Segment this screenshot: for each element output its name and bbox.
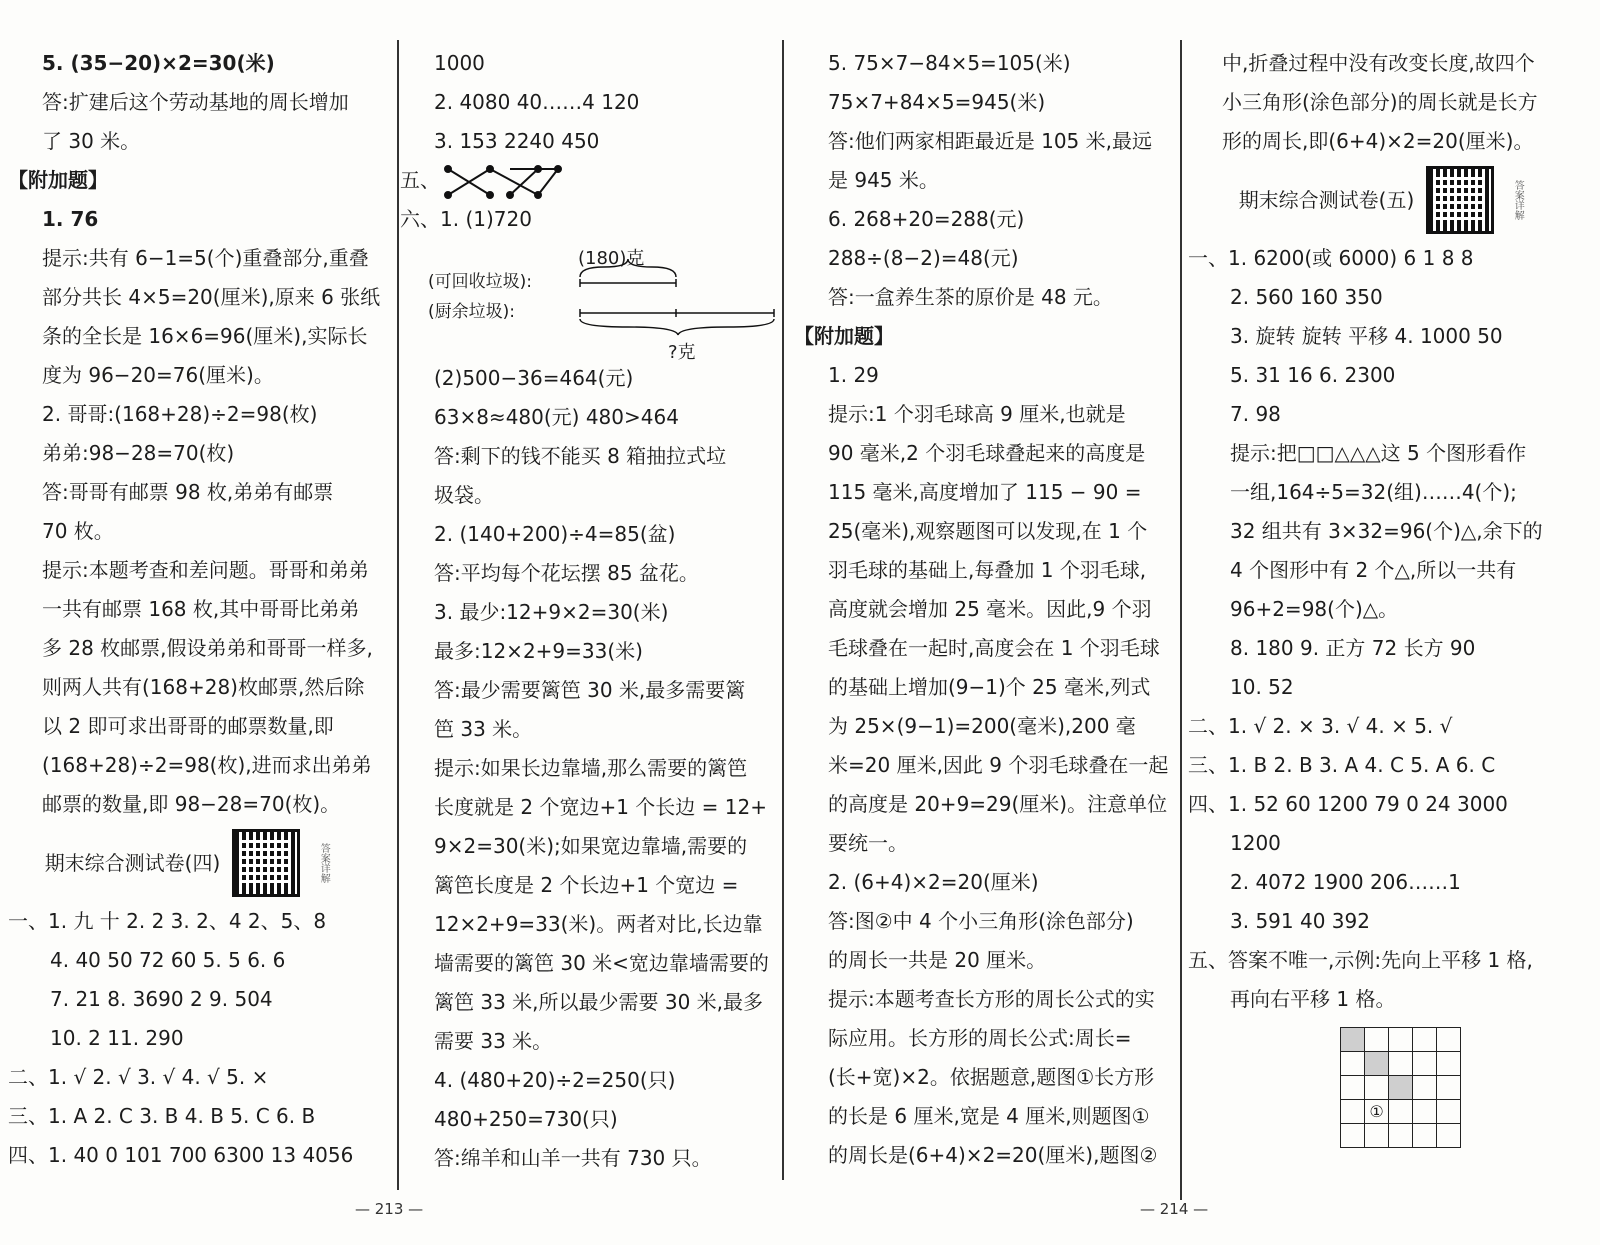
grid-cell (1437, 1124, 1461, 1148)
text-line: 答:他们两家相距最近是 105 米,最远 (828, 129, 1152, 153)
text-line: 70 枚。 (42, 519, 114, 543)
grid-cell (1365, 1028, 1389, 1052)
text-line: 5. 75×7−84×5=105(米) (828, 51, 1071, 75)
diagram-bars (578, 253, 778, 343)
line-segment-diagram (428, 239, 772, 363)
text-line: 需要 33 米。 (434, 1029, 553, 1053)
grid-cell (1365, 1052, 1389, 1076)
text-line: 63×8≈480(元) 480>464 (434, 405, 679, 429)
text-line: 提示:共有 6−1=5(个)重叠部分,重叠 (42, 246, 369, 270)
text-line: 了 30 米。 (42, 129, 141, 153)
grid-cell (1389, 1028, 1413, 1052)
text-line: 一、1. 6200(或 6000) 6 1 8 8 (1188, 246, 1474, 270)
qr-code-caption: 答案详解 (1512, 180, 1524, 220)
grid-cell (1437, 1076, 1461, 1100)
text-line: 480+250=730(只) (434, 1107, 618, 1131)
divider-1 (397, 40, 399, 1190)
text-line: 288÷(8−2)=48(元) (828, 246, 1019, 270)
grid-cell (1413, 1124, 1437, 1148)
grid-cell (1341, 1100, 1365, 1124)
section-title-text: 期末综合测试卷(四) (44, 850, 221, 875)
text-line: 二、1. √ 2. × 3. √ 4. × 5. √ (1188, 714, 1453, 738)
text-line: 1. 76 (42, 207, 99, 231)
grid-cell (1413, 1028, 1437, 1052)
text-line: 4 个图形中有 2 个△,所以一共有 (1230, 558, 1517, 582)
grid-cell (1413, 1052, 1437, 1076)
text-line: 的周长是(6+4)×2=20(厘米),题图② (828, 1143, 1158, 1167)
text-line: 【附加题】 (8, 168, 108, 192)
text-line: 的周长一共是 20 厘米。 (828, 948, 1047, 972)
text-line: 6. 268+20=288(元) (828, 207, 1025, 231)
text-line: 多 28 枚邮票,假设弟弟和哥哥一样多, (42, 636, 373, 660)
text-line: (2)500−36=464(元) (434, 366, 634, 390)
text-line: 答:一盒养生茶的原价是 48 元。 (828, 285, 1113, 309)
grid-cell (1413, 1100, 1437, 1124)
text-line: 米=20 厘米,因此 9 个羽毛球叠在一起 (828, 753, 1169, 777)
text-line: 篱笆 33 米,所以最少需要 30 米,最多 (434, 990, 764, 1014)
text-line: 要统一。 (828, 831, 908, 855)
diagram-row1-label: (可回收垃圾): (428, 272, 532, 292)
question-six: 六、1. (1)720 (400, 207, 532, 231)
text-line: 12×2+9=33(米)。两者对比,长边靠 (434, 912, 763, 936)
text-line: 则两人共有(168+28)枚邮票,然后除 (42, 675, 365, 699)
text-line: 答:扩建后这个劳动基地的周长增加 (42, 90, 349, 114)
diagram-bottom-label: ?克 (668, 342, 696, 363)
text-line: 一共有邮票 168 枚,其中哥哥比弟弟 (42, 597, 360, 621)
text-line: (长+宽)×2。依据题意,题图①长方形 (828, 1065, 1155, 1089)
grid-cell: ① (1365, 1100, 1389, 1124)
text-line: 7. 98 (1230, 402, 1281, 426)
grid-cell (1389, 1052, 1413, 1076)
text-line: 篱笆长度是 2 个长边+1 个宽边 = (434, 873, 739, 897)
grid-cell (1437, 1100, 1461, 1124)
text-line: 5. 31 16 6. 2300 (1230, 363, 1396, 387)
text-line: 5. (35−20)×2=30(米) (42, 51, 275, 75)
translation-grid-figure (1340, 1027, 1461, 1148)
matching-lines-figure (440, 163, 570, 199)
page-number-left: — 213 — (355, 1200, 424, 1218)
divider-3 (1180, 40, 1182, 1200)
text-line: 答:剩下的钱不能买 8 箱抽拉式垃 (434, 444, 727, 468)
text-line: 提示:把□□△△△这 5 个图形看作 (1230, 441, 1527, 465)
diagram-top-label: (180)克 (578, 248, 645, 269)
text-line: 的基础上增加(9−1)个 25 毫米,列式 (828, 675, 1151, 699)
text-line: 四、1. 40 0 101 700 6300 13 4056 (8, 1143, 354, 1167)
text-line: 2. (140+200)÷4=85(盆) (434, 522, 676, 546)
text-line: 墙需要的篱笆 30 米<宽边靠墙需要的 (434, 951, 769, 975)
text-line: 为 25×(9−1)=200(毫米),200 毫 (828, 714, 1136, 738)
text-line: 四、1. 52 60 1200 79 0 24 3000 (1188, 792, 1508, 816)
text-line: 形的周长,即(6+4)×2=20(厘米)。 (1222, 129, 1534, 153)
question-number: 五、 (400, 168, 440, 192)
grid-cell (1389, 1124, 1413, 1148)
text-line: 2. (6+4)×2=20(厘米) (828, 870, 1039, 894)
grid-cell (1341, 1124, 1365, 1148)
text-line: 3. 153 2240 450 (434, 129, 600, 153)
text-line: 二、1. √ 2. √ 3. √ 4. √ 5. × (8, 1065, 269, 1089)
text-line: 1. 29 (828, 363, 879, 387)
text-line: 度为 96−20=76(厘米)。 (42, 363, 274, 387)
text-line: 羽毛球的基础上,每叠加 1 个羽毛球, (828, 558, 1147, 582)
text-line: 【附加题】 (794, 324, 894, 348)
grid-cell (1341, 1076, 1365, 1100)
text-line: 10. 52 (1230, 675, 1294, 699)
text-line: 提示:如果长边靠墙,那么需要的篱笆 (434, 756, 748, 780)
diagram-row2-label: (厨余垃圾): (428, 302, 515, 322)
text-line: 一、1. 九 十 2. 2 3. 2、4 2、5、8 (8, 909, 327, 933)
text-line: 2. 哥哥:(168+28)÷2=98(枚) (42, 402, 318, 426)
qr-code-icon (1426, 166, 1494, 234)
section-title (1188, 161, 1588, 239)
text-line: 90 毫米,2 个羽毛球叠起来的高度是 (828, 441, 1146, 465)
text-line: 圾袋。 (434, 483, 494, 507)
text-line: 1200 (1230, 831, 1281, 855)
text-line: 提示:1 个羽毛球高 9 厘米,也就是 (828, 402, 1126, 426)
text-line: 的高度是 20+9=29(厘米)。注意单位 (828, 792, 1168, 816)
text-line: 9×2=30(米);如果宽边靠墙,需要的 (434, 834, 748, 858)
text-line: 4. (480+20)÷2=250(只) (434, 1068, 676, 1092)
text-line: 毛球叠在一起时,高度会在 1 个羽毛球 (828, 636, 1160, 660)
grid-cell (1437, 1028, 1461, 1052)
text-line: 1000 (434, 51, 485, 75)
grid-cell (1437, 1052, 1461, 1076)
text-line: 2. 560 160 350 (1230, 285, 1383, 309)
text-line: 答:图②中 4 个小三角形(涂色部分) (828, 909, 1134, 933)
text-line: 32 组共有 3×32=96(个)△,余下的 (1230, 519, 1543, 543)
text-line: 3. 591 40 392 (1230, 909, 1370, 933)
matching-lines-question (400, 161, 772, 200)
text-line: 96+2=98(个)△。 (1230, 597, 1399, 621)
text-line: 提示:本题考查长方形的周长公式的实 (828, 987, 1155, 1011)
text-line: 部分共长 4×5=20(厘米),原来 6 张纸 (42, 285, 381, 309)
text-line: 以 2 即可求出哥哥的邮票数量,即 (42, 714, 334, 738)
text-line: 2. 4080 40……4 120 (434, 90, 640, 114)
text-line: (168+28)÷2=98(枚),进而求出弟弟 (42, 753, 372, 777)
text-line: 答:最少需要篱笆 30 米,最多需要篱 (434, 678, 746, 702)
section-title (8, 824, 380, 902)
text-line: 再向右平移 1 格。 (1230, 987, 1396, 1011)
column-4 (1188, 44, 1588, 1148)
text-line: 25(毫米),观察题图可以发现,在 1 个 (828, 519, 1148, 543)
text-line: 答:绵羊和山羊一共有 730 只。 (434, 1146, 712, 1170)
grid-cell (1413, 1076, 1437, 1100)
divider-2 (782, 40, 784, 1180)
grid-cell (1341, 1052, 1365, 1076)
text-line: 三、1. B 2. B 3. A 4. C 5. A 6. C (1188, 753, 1496, 777)
column-3 (794, 44, 1174, 1175)
qr-code-caption: 答案详解 (318, 843, 330, 883)
text-line: 弟弟:98−28=70(枚) (42, 441, 235, 465)
grid-cell (1341, 1028, 1365, 1052)
page-number-right: — 214 — (1140, 1200, 1209, 1218)
text-line: 提示:本题考查和差问题。哥哥和弟弟 (42, 558, 369, 582)
text-line: 2. 4072 1900 206……1 (1230, 870, 1461, 894)
column-1 (8, 44, 380, 1175)
grid-cell (1365, 1124, 1389, 1148)
text-line: 4. 40 50 72 60 5. 5 6. 6 (50, 948, 286, 972)
text-line: 三、1. A 2. C 3. B 4. B 5. C 6. B (8, 1104, 316, 1128)
text-line: 3. 旋转 旋转 平移 4. 1000 50 (1230, 324, 1503, 348)
text-line: 条的全长是 16×6=96(厘米),实际长 (42, 324, 368, 348)
text-line: 答:哥哥有邮票 98 枚,弟弟有邮票 (42, 480, 334, 504)
text-line: 答:平均每个花坛摆 85 盆花。 (434, 561, 699, 585)
qr-code-icon (232, 829, 300, 897)
text-line: 115 毫米,高度增加了 115 − 90 = (828, 480, 1142, 504)
text-line: 3. 最少:12+9×2=30(米) (434, 600, 669, 624)
grid-cell (1389, 1100, 1413, 1124)
text-line: 笆 33 米。 (434, 717, 533, 741)
text-line: 的长是 6 厘米,宽是 4 厘米,则题图① (828, 1104, 1150, 1128)
column-2 (400, 44, 772, 1178)
section-title-text: 期末综合测试卷(五) (1238, 187, 1415, 212)
grid-cell (1389, 1076, 1413, 1100)
text-line: 一组,164÷5=32(组)……4(个); (1230, 480, 1517, 504)
text-line: 小三角形(涂色部分)的周长就是长方 (1222, 90, 1538, 114)
text-line: 中,折叠过程中没有改变长度,故四个 (1222, 51, 1535, 75)
text-line: 是 945 米。 (828, 168, 939, 192)
text-line: 际应用。长方形的周长公式:周长= (828, 1026, 1132, 1050)
text-line: 最多:12×2+9=33(米) (434, 639, 643, 663)
text-line: 五、答案不唯一,示例:先向上平移 1 格, (1188, 948, 1533, 972)
text-line: 8. 180 9. 正方 72 长方 90 (1230, 636, 1476, 660)
text-line: 75×7+84×5=945(米) (828, 90, 1046, 114)
text-line: 长度就是 2 个宽边+1 个长边 = 12+ (434, 795, 767, 819)
text-line: 邮票的数量,即 98−28=70(枚)。 (42, 792, 341, 816)
text-line: 10. 2 11. 290 (50, 1026, 184, 1050)
text-line: 高度就会增加 25 毫米。因此,9 个羽 (828, 597, 1152, 621)
text-line: 7. 21 8. 3690 2 9. 504 (50, 987, 273, 1011)
